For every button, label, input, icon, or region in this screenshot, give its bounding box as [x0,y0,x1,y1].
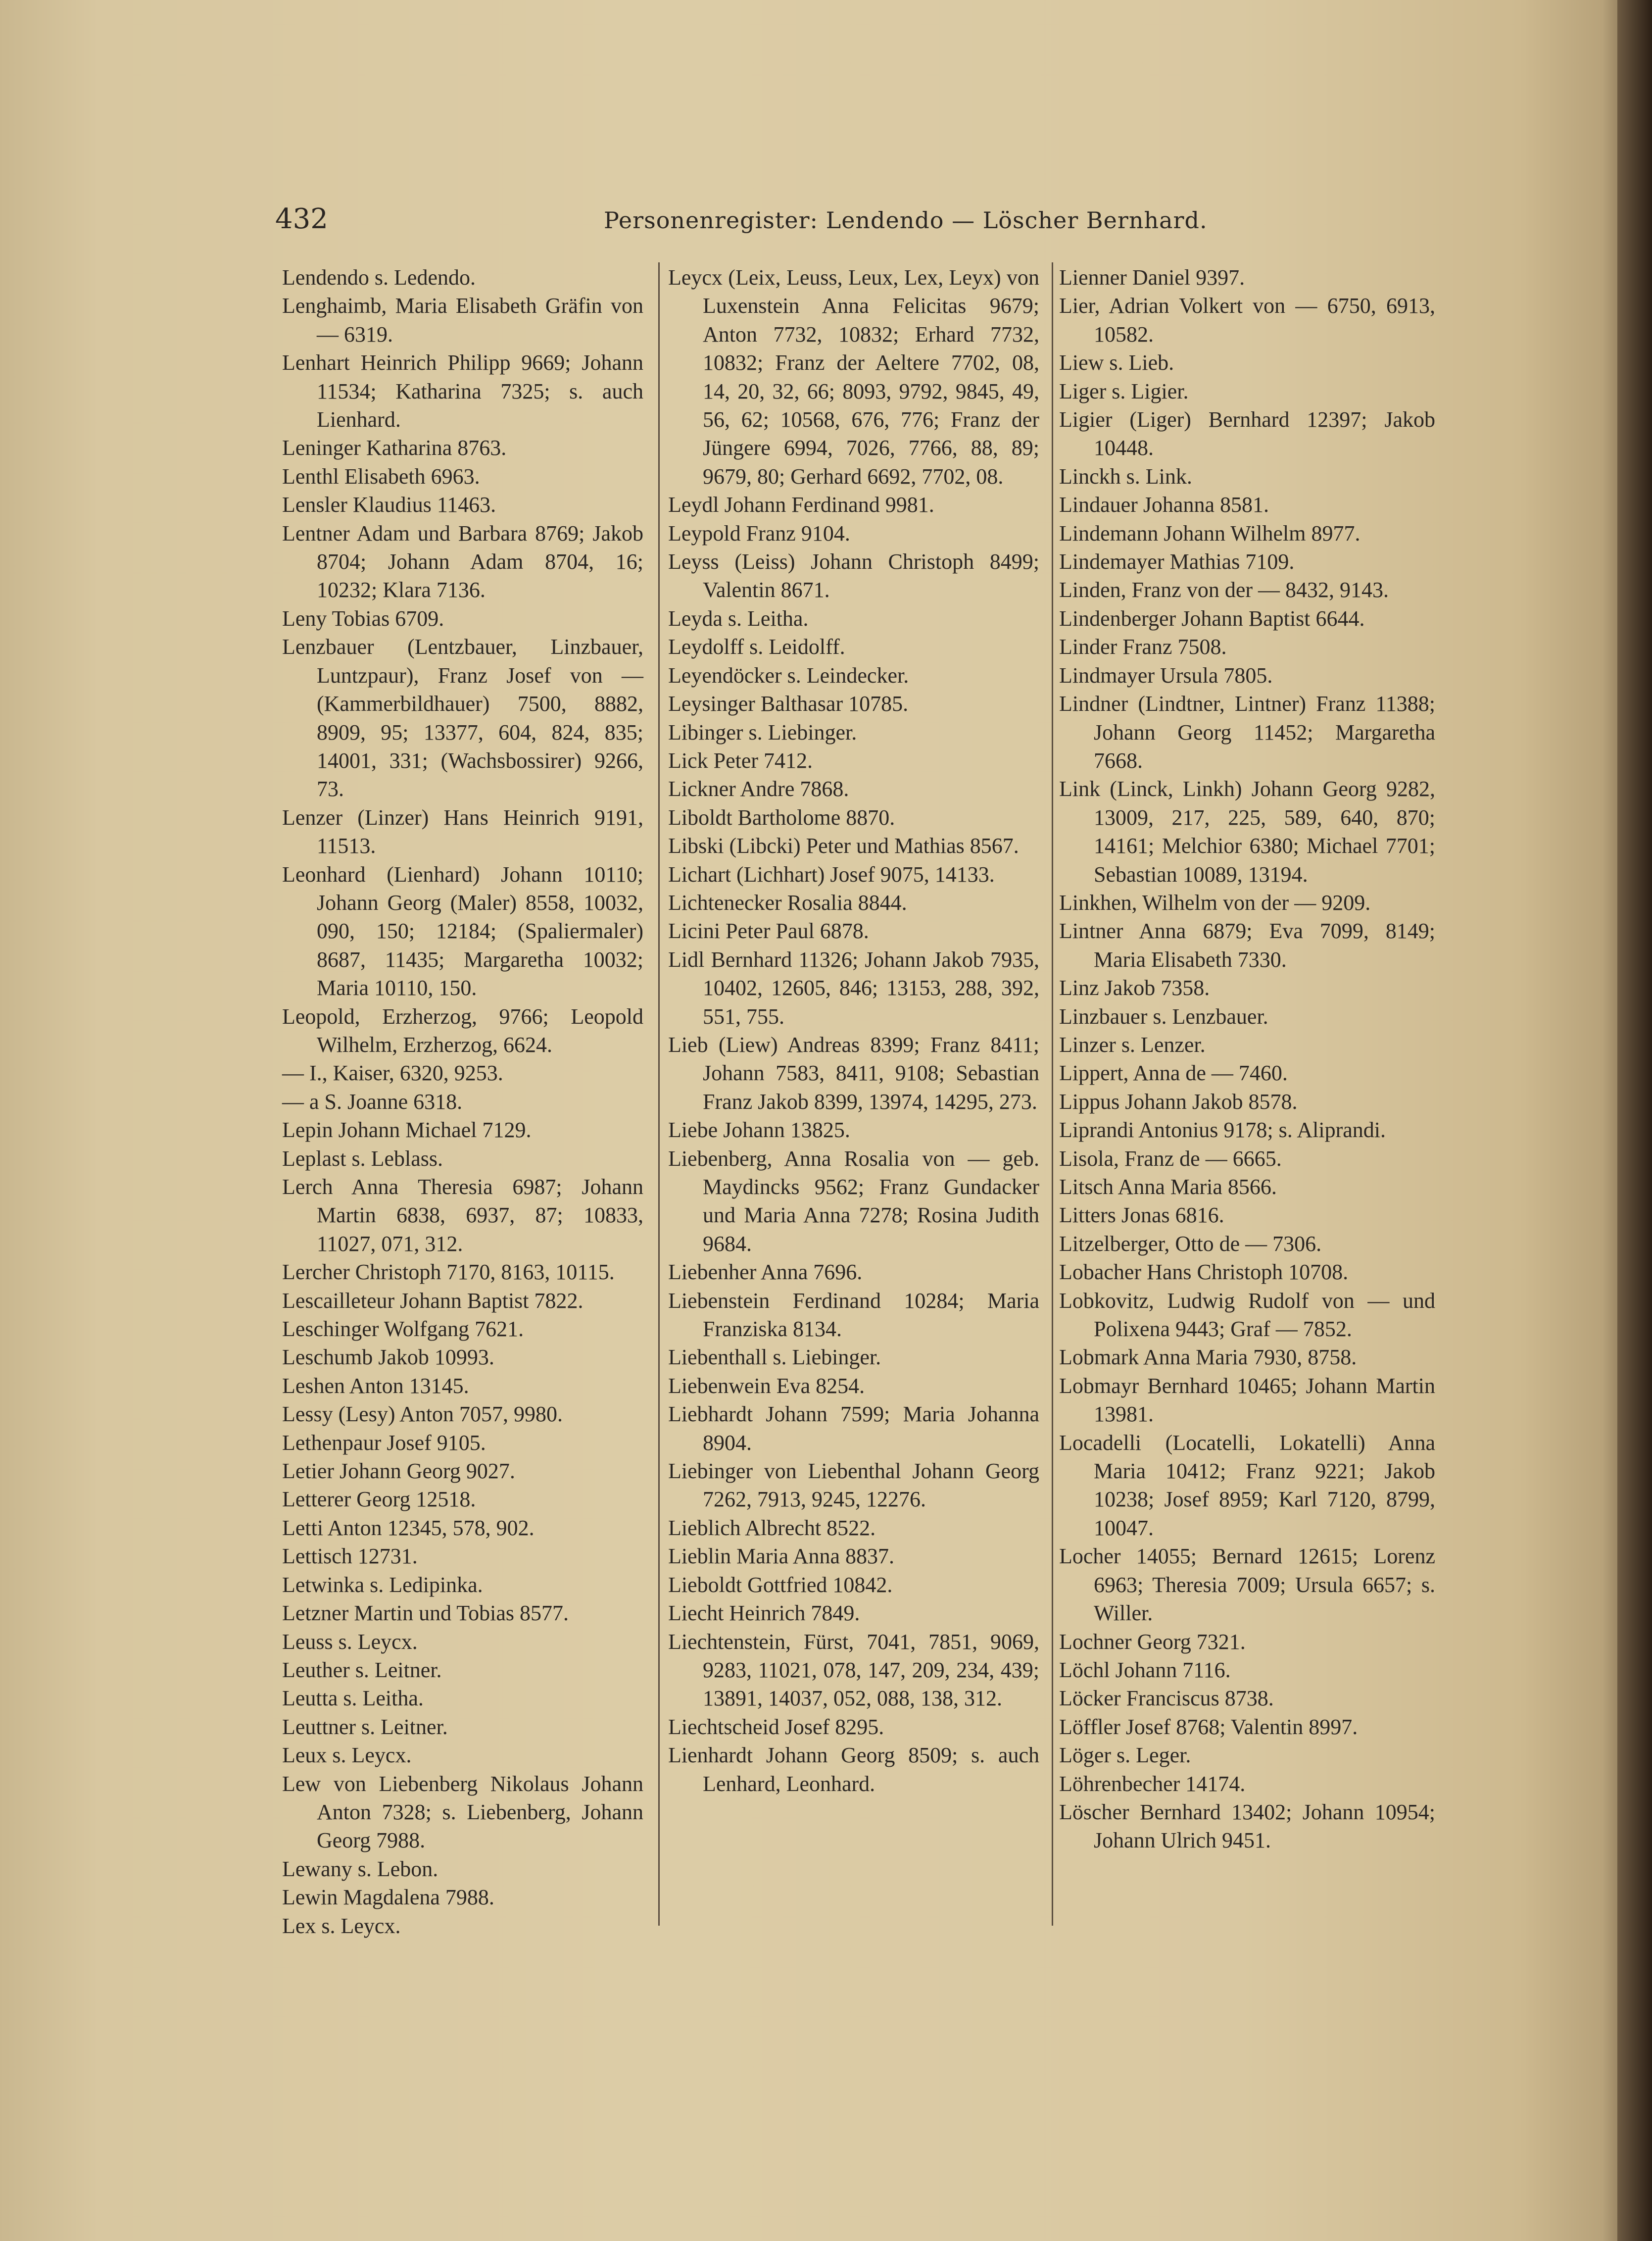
index-entry: Liebenstein Ferdinand 10284; Maria Franziska 8134. [668,1288,1039,1342]
index-entry: Lichtenecker Rosalia 8844. [668,890,907,915]
index-entry: — a S. Joanne 6318. [282,1089,463,1114]
index-entry: Link (Linck, Linkh) Johann Georg 9282, 13009, 217, 225, 589, 640, 870; 14161; Melchior 6380; Michael 7701; Sebastian 10089, 13194. [1059,777,1435,887]
index-entry: Liebenwein Eva 8254. [668,1373,865,1398]
index-entry: Lew von Liebenberg Nikolaus Johann Anton 7328; s. Liebenberg, Johann Georg 7988. [282,1771,643,1853]
index-entry: Lobkovitz, Ludwig Rudolf von — und Polixena 9443; Graf — 7852. [1059,1288,1435,1342]
index-entry: Leonhard (Lienhard) Johann 10110; Johann Georg (Maler) 8558, 10032, 090, 150; 12184; (Spaliermaler) 8687, 11435; Margaretha 10032; Maria 10110, 150. [282,862,643,1000]
page-number: 432 [275,203,328,235]
index-entry: Licini Peter Paul 6878. [668,919,869,944]
index-entry: Lichart (Lichhart) Josef 9075, 14133. [668,862,995,887]
index-entry: Leutta s. Leitha. [282,1686,424,1711]
index-entry: Lier, Adrian Volkert von — 6750, 6913, 10582. [1059,294,1435,347]
index-entry: Liboldt Bartholome 8870. [668,805,895,830]
index-entry: Leyss (Leiss) Johann Christoph 8499; Valentin 8671. [668,549,1039,602]
index-entry: Leuttner s. Leitner. [282,1714,448,1739]
index-entry: Lieblich Albrecht 8522. [668,1515,876,1540]
index-entry: Liechtscheid Josef 8295. [668,1714,884,1739]
index-entry: Liebenher Anna 7696. [668,1260,863,1285]
index-entry: Lenhart Heinrich Philipp 9669; Johann 11534; Katharina 7325; s. auch Lienhard. [282,350,643,432]
index-entry: Löger s. Leger. [1059,1743,1191,1768]
index-entry: Leopold, Erzherzog, 9766; Leopold Wilhelm, Erzherzog, 6624. [282,1004,643,1057]
index-entry: Lobmark Anna Maria 7930, 8758. [1059,1345,1357,1370]
index-entry: Linzbauer s. Lenzbauer. [1059,1004,1268,1029]
column-divider [1052,262,1053,1926]
index-entry: Lickner Andre 7868. [668,777,849,801]
index-entry: Letwinka s. Ledipinka. [282,1572,483,1597]
index-entry: Litzelberger, Otto de — 7306. [1059,1231,1322,1256]
index-entry: Libinger s. Liebinger. [668,720,857,745]
column-divider [658,262,660,1926]
index-entry: Leplast s. Leblass. [282,1146,443,1171]
index-entry: Linzer s. Lenzer. [1059,1032,1206,1057]
index-entry: Liebenthall s. Liebinger. [668,1345,881,1370]
index-entry: Löffler Josef 8768; Valentin 8997. [1059,1714,1358,1739]
index-entry: Lewany s. Lebon. [282,1856,438,1881]
index-entry: Liebhardt Johann 7599; Maria Johanna 8904. [668,1402,1039,1455]
index-entry: Lindemann Johann Wilhelm 8977. [1059,521,1360,546]
index-entry: Leshen Anton 13145. [282,1373,469,1398]
index-entry: Letzner Martin und Tobias 8577. [282,1601,569,1626]
index-entry: Löscher Bernhard 13402; Johann 10954; Johann Ulrich 9451. [1059,1799,1435,1853]
index-entry: Lidl Bernhard 11326; Johann Jakob 7935, 10402, 12605, 846; 13153, 288, 392, 551, 755. [668,947,1039,1029]
index-entry: Lewin Magdalena 7988. [282,1885,494,1910]
index-entry: Linden, Franz von der — 8432, 9143. [1059,578,1389,602]
index-entry: Löcker Franciscus 8738. [1059,1686,1274,1711]
index-column-2 [668,263,1039,1798]
index-entry: Lieblin Maria Anna 8837. [668,1544,895,1569]
index-entry: Leypold Franz 9104. [668,521,850,546]
index-entry: Leydl Johann Ferdinand 9981. [668,493,934,517]
index-column-1 [282,263,643,1940]
index-entry: Lendendo s. Ledendo. [282,265,476,290]
index-entry: Liebinger von Liebenthal Johann Georg 7262, 7913, 9245, 12276. [668,1459,1039,1512]
index-entry: Liecht Heinrich 7849. [668,1601,860,1626]
index-entry: Linz Jakob 7358. [1059,976,1210,1000]
index-entry: Lindenberger Johann Baptist 6644. [1059,606,1365,631]
index-entry: Lensler Klaudius 11463. [282,493,496,517]
index-entry: Lindauer Johanna 8581. [1059,493,1269,517]
index-entry: Leysinger Balthasar 10785. [668,692,909,716]
index-entry: Liew s. Lieb. [1059,350,1174,375]
index-entry: Liprandi Antonius 9178; s. Aliprandi. [1059,1118,1386,1143]
index-entry: Letterer Georg 12518. [282,1487,476,1512]
index-entry: Liebenberg, Anna Rosalia von — geb. Maydincks 9562; Franz Gundacker und Maria Anna 7278; Rosina Judith 9684. [668,1146,1039,1256]
index-entry: Lentner Adam und Barbara 8769; Jakob 8704; Johann Adam 8704, 16; 10232; Klara 7136. [282,521,643,602]
index-entry: Lintner Anna 6879; Eva 7099, 8149; Maria Elisabeth 7330. [1059,919,1435,972]
index-entry: Lieb (Liew) Andreas 8399; Franz 8411; Johann 7583, 8411, 9108; Sebastian Franz Jakob 8399, 13974, 14295, 273. [668,1032,1039,1114]
index-entry: Lick Peter 7412. [668,748,813,773]
index-entry: Lenzer (Linzer) Hans Heinrich 9191, 11513. [282,805,643,858]
index-entry: Linder Franz 7508. [1059,635,1227,659]
index-entry: Löhrenbecher 14174. [1059,1771,1246,1796]
index-entry: Leuss s. Leycx. [282,1629,418,1654]
index-entry: Lieboldt Gottfried 10842. [668,1572,893,1597]
index-entry: Lerch Anna Theresia 6987; Johann Martin 6838, 6937, 87; 10833, 11027, 071, 312. [282,1175,643,1256]
index-entry: Leydolff s. Leidolff. [668,635,845,659]
book-spine [1617,0,1652,2241]
index-entry: Letti Anton 12345, 578, 902. [282,1515,534,1540]
index-entry: Leschumb Jakob 10993. [282,1345,494,1370]
index-entry: Lobmayr Bernhard 10465; Johann Martin 13981. [1059,1373,1435,1427]
index-entry: Linckh s. Link. [1059,464,1192,489]
index-entry: Leschinger Wolfgang 7621. [282,1317,524,1342]
index-entry: Lessy (Lesy) Anton 7057, 9980. [282,1402,563,1427]
index-entry: Lenghaimb, Maria Elisabeth Gräfin von — 6319. [282,294,643,347]
index-entry: Letier Johann Georg 9027. [282,1459,515,1484]
index-entry: Liechtenstein, Fürst, 7041, 7851, 9069, 9283, 11021, 078, 147, 209, 234, 439; 13891, 14037, 052, 088, 138, 312. [668,1629,1039,1711]
index-entry: Linkhen, Wilhelm von der — 9209. [1059,890,1371,915]
index-entry: Lippert, Anna de — 7460. [1059,1061,1288,1086]
index-entry: Lercher Christoph 7170, 8163, 10115. [282,1260,615,1285]
index-entry: Lindner (Lindtner, Lintner) Franz 11388; Johann Georg 11452; Margaretha 7668. [1059,692,1435,773]
index-entry: Leycx (Leix, Leuss, Leux, Lex, Leyx) von Luxenstein Anna Felicitas 9679; Anton 7732, 10832; Erhard 7732, 10832; Franz der Aeltere 7702, 08, 14, 20, 32, 66; 8093, 9792, 9845, 49, 56, 62; 10568, 676, 776; Franz der Jüngere 6994, 7026, 7766, 88, 89; 9679, 80; Gerhard 6692, 7702, 08. [668,265,1039,489]
index-entry: Lettisch 12731. [282,1544,418,1569]
index-entry: Lobacher Hans Christoph 10708. [1059,1260,1349,1285]
index-entry: Locher 14055; Bernard 12615; Lorenz 6963; Theresia 7009; Ursula 6657; s. Willer. [1059,1544,1435,1626]
index-entry: Leuther s. Leitner. [282,1657,442,1682]
index-entry: Leyendöcker s. Leindecker. [668,663,909,688]
index-entry: Locadelli (Locatelli, Lokatelli) Anna Maria 10412; Franz 9221; Jakob 10238; Josef 8959; Karl 7120, 8799, 10047. [1059,1430,1435,1540]
index-entry: Lienhardt Johann Georg 8509; s. auch Lenhard, Leonhard. [668,1743,1039,1796]
index-entry: Lenthl Elisabeth 6963. [282,464,480,489]
index-entry: Lienner Daniel 9397. [1059,265,1245,290]
index-entry: Litters Jonas 6816. [1059,1203,1224,1228]
index-column-3 [1059,263,1435,1855]
index-entry: Lepin Johann Michael 7129. [282,1118,532,1143]
index-entry: Leyda s. Leitha. [668,606,809,631]
index-entry: Leny Tobias 6709. [282,606,444,631]
index-entry: Libski (Libcki) Peter und Mathias 8567. [668,834,1019,858]
running-head: Personenregister: Lendendo — Löscher Bernhard. [604,207,1208,234]
index-entry: Litsch Anna Maria 8566. [1059,1175,1277,1199]
index-entry: Lescailleteur Johann Baptist 7822. [282,1288,583,1313]
index-entry: Lindemayer Mathias 7109. [1059,549,1295,574]
index-entry: Leninger Katharina 8763. [282,436,507,460]
index-entry: Lex s. Leycx. [282,1913,401,1938]
index-entry: Lenzbauer (Lentzbauer, Linzbauer, Luntzpaur), Franz Josef von — (Kammerbildhauer) 7500, 8882, 8909, 95; 13377, 604, 824, 835; 14001, 331; (Wachsbossirer) 9266, 73. [282,635,643,801]
index-entry: Liger s. Ligier. [1059,379,1189,403]
index-entry: Ligier (Liger) Bernhard 12397; Jakob 10448. [1059,407,1435,460]
index-entry: Lochner Georg 7321. [1059,1629,1246,1654]
index-entry: Löchl Johann 7116. [1059,1657,1231,1682]
index-entry: Lethenpaur Josef 9105. [282,1430,486,1455]
index-entry: Lippus Johann Jakob 8578. [1059,1089,1298,1114]
index-entry: Liebe Johann 13825. [668,1118,850,1143]
index-entry: Lisola, Franz de — 6665. [1059,1146,1282,1171]
index-entry: Leux s. Leycx. [282,1743,412,1768]
index-entry: Lindmayer Ursula 7805. [1059,663,1273,688]
index-entry: — I., Kaiser, 6320, 9253. [282,1061,503,1086]
